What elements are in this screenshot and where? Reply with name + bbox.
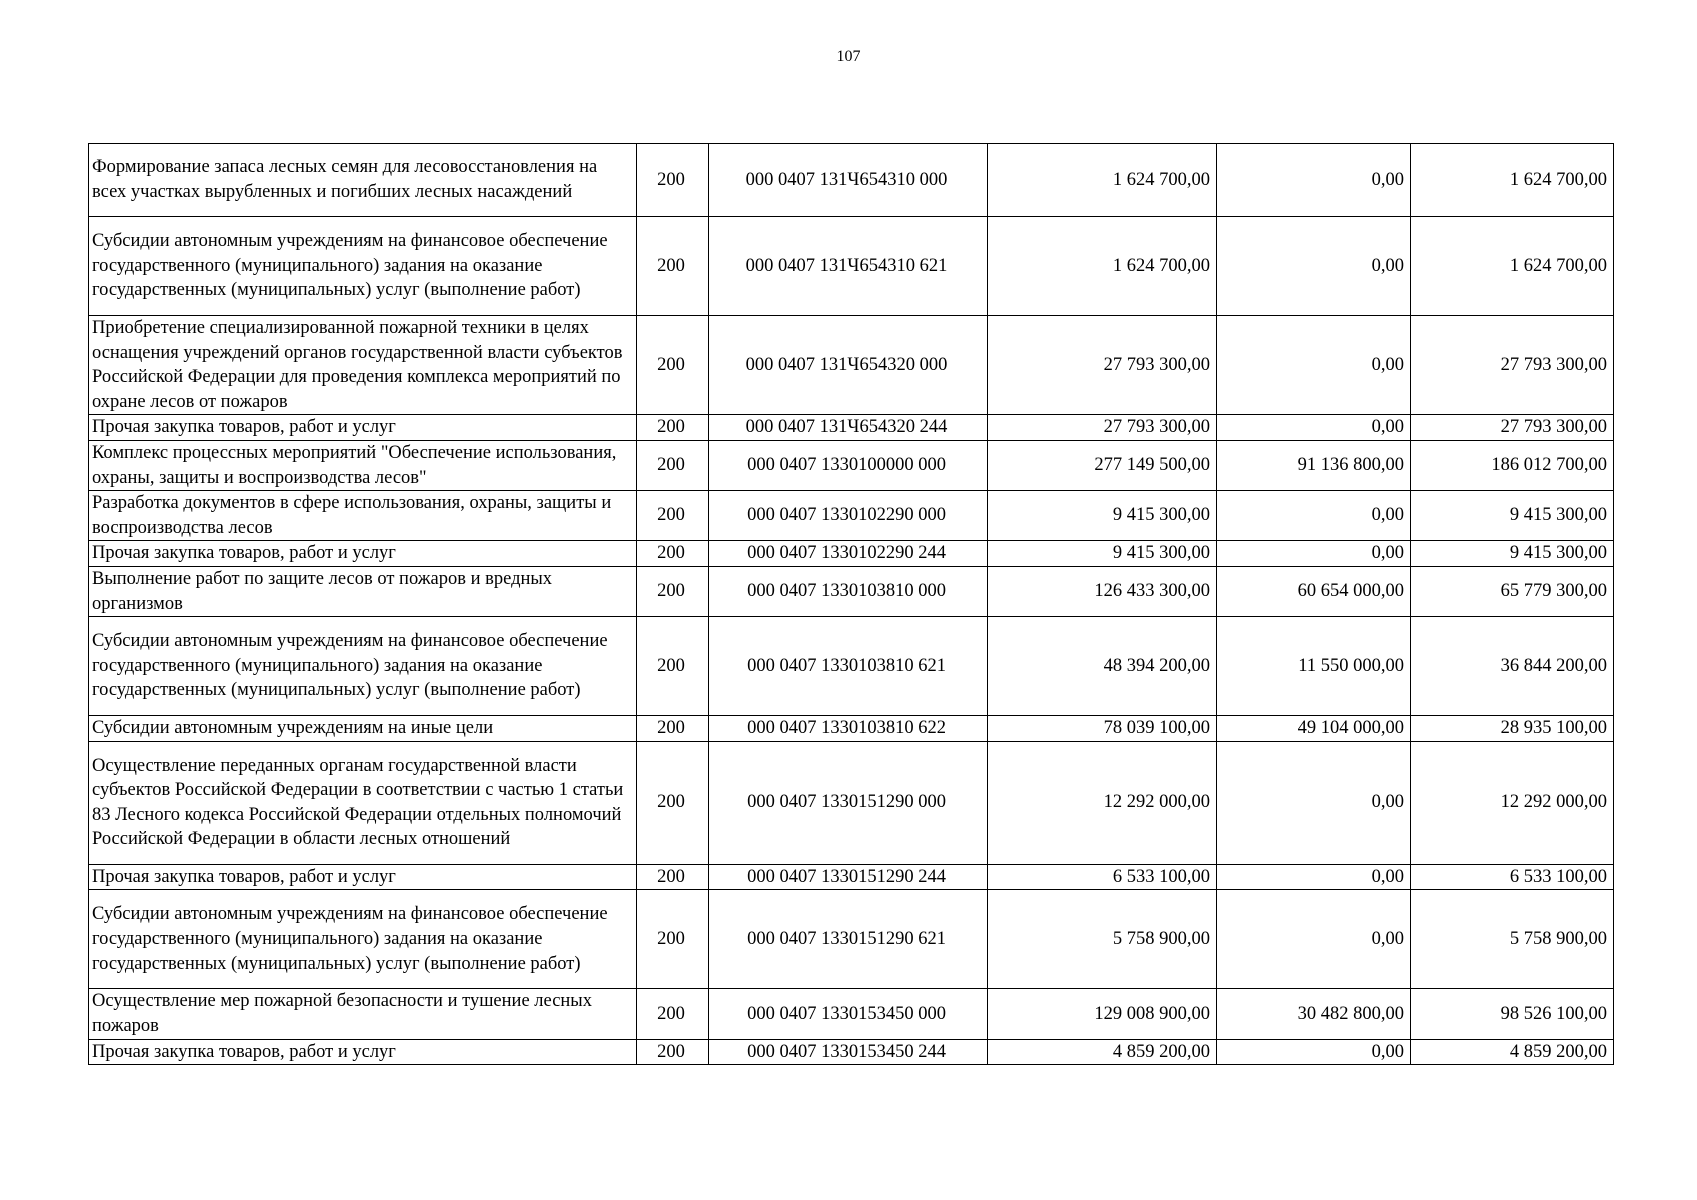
row-remainder: 27 793 300,00 [1411, 415, 1614, 441]
row-code: 200 [637, 890, 709, 989]
row-approved: 27 793 300,00 [988, 415, 1217, 441]
row-executed: 91 136 800,00 [1217, 440, 1411, 490]
row-code: 200 [637, 491, 709, 541]
row-remainder: 1 624 700,00 [1411, 217, 1614, 316]
row-approved: 9 415 300,00 [988, 541, 1217, 567]
row-name: Субсидии автономным учреждениям на финансовое обеспечение государственного (муниципального) задания на оказание государственных (муниципальных) услуг (выполнение работ) [89, 617, 637, 716]
row-approved: 6 533 100,00 [988, 864, 1217, 890]
row-approved: 9 415 300,00 [988, 491, 1217, 541]
table-row [89, 491, 1614, 541]
row-name: Субсидии автономным учреждениям на финансовое обеспечение государственного (муниципального) задания на оказание государственных (муниципальных) услуг (выполнение работ) [89, 890, 637, 989]
row-executed: 49 104 000,00 [1217, 716, 1411, 742]
row-approved: 5 758 900,00 [988, 890, 1217, 989]
row-code: 200 [637, 741, 709, 864]
row-name: Приобретение специализированной пожарной техники в целях оснащения учреждений органов государственной власти субъектов Российской Федерации для проведения комплекса мероприятий по охране лесов от пожаров [89, 316, 637, 415]
row-executed: 0,00 [1217, 864, 1411, 890]
table-row [89, 864, 1614, 890]
row-executed: 30 482 800,00 [1217, 989, 1411, 1039]
row-remainder: 4 859 200,00 [1411, 1039, 1614, 1065]
row-kbk: 000 0407 1330103810 621 [709, 617, 988, 716]
row-name: Субсидии автономным учреждениям на иные цели [89, 716, 637, 742]
row-code: 200 [637, 864, 709, 890]
table-row [89, 217, 1614, 316]
row-remainder: 98 526 100,00 [1411, 989, 1614, 1039]
row-executed: 60 654 000,00 [1217, 566, 1411, 616]
row-name: Прочая закупка товаров, работ и услуг [89, 864, 637, 890]
row-approved: 4 859 200,00 [988, 1039, 1217, 1065]
row-remainder: 12 292 000,00 [1411, 741, 1614, 864]
table-row [89, 541, 1614, 567]
row-code: 200 [637, 316, 709, 415]
row-code: 200 [637, 566, 709, 616]
row-executed: 0,00 [1217, 217, 1411, 316]
row-remainder: 28 935 100,00 [1411, 716, 1614, 742]
row-kbk: 000 0407 1330153450 000 [709, 989, 988, 1039]
row-approved: 1 624 700,00 [988, 217, 1217, 316]
page-number: 107 [836, 48, 861, 65]
row-approved: 27 793 300,00 [988, 316, 1217, 415]
row-approved: 78 039 100,00 [988, 716, 1217, 742]
row-code: 200 [637, 440, 709, 490]
row-executed: 0,00 [1217, 144, 1411, 217]
row-executed: 0,00 [1217, 541, 1411, 567]
row-remainder: 9 415 300,00 [1411, 541, 1614, 567]
row-executed: 0,00 [1217, 741, 1411, 864]
table-row [89, 566, 1614, 616]
row-approved: 48 394 200,00 [988, 617, 1217, 716]
row-code: 200 [637, 989, 709, 1039]
row-code: 200 [637, 1039, 709, 1065]
row-kbk: 000 0407 1330100000 000 [709, 440, 988, 490]
row-kbk: 000 0407 1330102290 244 [709, 541, 988, 567]
row-executed: 0,00 [1217, 1039, 1411, 1065]
row-code: 200 [637, 617, 709, 716]
row-remainder: 6 533 100,00 [1411, 864, 1614, 890]
row-name: Разработка документов в сфере использования, охраны, защиты и воспроизводства лесов [89, 491, 637, 541]
row-remainder: 65 779 300,00 [1411, 566, 1614, 616]
row-kbk: 000 0407 1330103810 000 [709, 566, 988, 616]
row-name: Формирование запаса лесных семян для лесовосстановления на всех участках вырубленных и погибших лесных насаждений [89, 144, 637, 217]
row-name: Комплекс процессных мероприятий "Обеспечение использования, охраны, защиты и воспроизводства лесов" [89, 440, 637, 490]
row-kbk: 000 0407 131Ч654320 244 [709, 415, 988, 441]
row-kbk: 000 0407 131Ч654320 000 [709, 316, 988, 415]
row-kbk: 000 0407 131Ч654310 621 [709, 217, 988, 316]
row-name: Осуществление мер пожарной безопасности и тушение лесных пожаров [89, 989, 637, 1039]
table-row [89, 989, 1614, 1039]
row-kbk: 000 0407 131Ч654310 000 [709, 144, 988, 217]
table-row [89, 316, 1614, 415]
row-code: 200 [637, 144, 709, 217]
row-approved: 126 433 300,00 [988, 566, 1217, 616]
row-executed: 0,00 [1217, 890, 1411, 989]
row-remainder: 5 758 900,00 [1411, 890, 1614, 989]
row-executed: 0,00 [1217, 491, 1411, 541]
row-name: Прочая закупка товаров, работ и услуг [89, 1039, 637, 1065]
row-code: 200 [637, 541, 709, 567]
row-code: 200 [637, 415, 709, 441]
table-row [89, 890, 1614, 989]
row-name: Выполнение работ по защите лесов от пожаров и вредных организмов [89, 566, 637, 616]
row-name: Осуществление переданных органам государственной власти субъектов Российской Федерации в соответствии с частью 1 статьи 83 Лесного кодекса Российской Федерации отдельных полномочий Российской Федерации в области лесных отношений [89, 741, 637, 864]
row-remainder: 186 012 700,00 [1411, 440, 1614, 490]
row-kbk: 000 0407 1330102290 000 [709, 491, 988, 541]
row-approved: 12 292 000,00 [988, 741, 1217, 864]
row-kbk: 000 0407 1330153450 244 [709, 1039, 988, 1065]
row-executed: 0,00 [1217, 415, 1411, 441]
table-row [89, 144, 1614, 217]
row-approved: 1 624 700,00 [988, 144, 1217, 217]
table-row [89, 716, 1614, 742]
row-kbk: 000 0407 1330103810 622 [709, 716, 988, 742]
budget-table [88, 143, 1614, 1065]
row-approved: 277 149 500,00 [988, 440, 1217, 490]
row-remainder: 36 844 200,00 [1411, 617, 1614, 716]
row-approved: 129 008 900,00 [988, 989, 1217, 1039]
table-row [89, 415, 1614, 441]
row-name: Прочая закупка товаров, работ и услуг [89, 541, 637, 567]
table-row [89, 440, 1614, 490]
row-kbk: 000 0407 1330151290 244 [709, 864, 988, 890]
row-kbk: 000 0407 1330151290 621 [709, 890, 988, 989]
table-row [89, 1039, 1614, 1065]
row-code: 200 [637, 217, 709, 316]
row-remainder: 1 624 700,00 [1411, 144, 1614, 217]
row-code: 200 [637, 716, 709, 742]
table-row [89, 741, 1614, 864]
row-executed: 0,00 [1217, 316, 1411, 415]
row-remainder: 9 415 300,00 [1411, 491, 1614, 541]
row-kbk: 000 0407 1330151290 000 [709, 741, 988, 864]
row-name: Прочая закупка товаров, работ и услуг [89, 415, 637, 441]
row-remainder: 27 793 300,00 [1411, 316, 1614, 415]
table-row [89, 617, 1614, 716]
row-name: Субсидии автономным учреждениям на финансовое обеспечение государственного (муниципального) задания на оказание государственных (муниципальных) услуг (выполнение работ) [89, 217, 637, 316]
row-executed: 11 550 000,00 [1217, 617, 1411, 716]
